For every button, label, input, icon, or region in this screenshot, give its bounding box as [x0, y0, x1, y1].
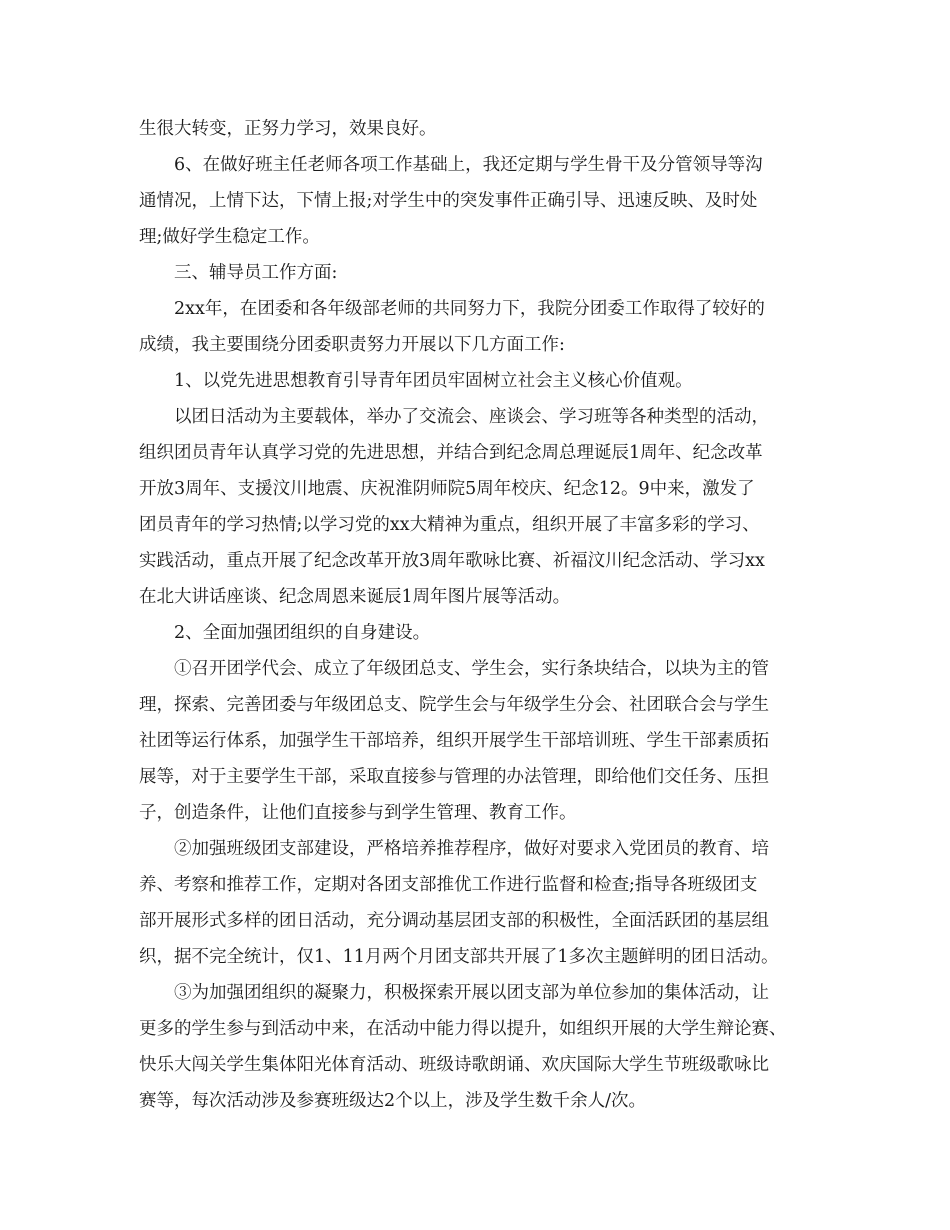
- paragraph-line: 部开展形式多样的团日活动，充分调动基层团支部的积极性，全面活跃团的基层组: [139, 911, 769, 931]
- paragraph-line: 组织团员青年认真学习党的先进思想，并结合到纪念周总理诞辰1周年、纪念改革: [139, 443, 763, 463]
- paragraph-line: 理，探索、完善团委与年级团总支、院学生会与年级学生分会、社团联合会与学生: [139, 695, 769, 715]
- paragraph-line: 织，据不完全统计，仅1、11月两个月团支部共开展了1多次主题鲜明的团日活动。: [139, 947, 779, 967]
- paragraph-line: ②加强班级团支部建设，严格培养推荐程序，做好对要求入党团员的教育、培: [174, 839, 769, 859]
- paragraph-line: 快乐大闯关学生集体阳光体育活动、班级诗歌朗诵、欢庆国际大学生节班级歌咏比: [139, 1055, 769, 1075]
- paragraph-line: 理;做好学生稳定工作。: [139, 227, 320, 247]
- paragraph-line: 在北大讲话座谈、纪念周恩来诞辰1周年图片展等活动。: [139, 587, 571, 607]
- paragraph-line: 更多的学生参与到活动中来，在活动中能力得以提升，如组织开展的大学生辩论赛、: [139, 1019, 787, 1039]
- paragraph-line: ③为加强团组织的凝聚力，积极探索开展以团支部为单位参加的集体活动，让: [174, 983, 769, 1003]
- paragraph-line: 2xx年，在团委和各年级部老师的共同努力下，我院分团委工作取得了较好的: [174, 299, 765, 319]
- section-heading: 三、辅导员工作方面:: [174, 263, 338, 283]
- paragraph-line: 通情况，上情下达，下情上报;对学生中的突发事件正确引导、迅速反映、及时处: [139, 191, 758, 211]
- paragraph-line: 实践活动，重点开展了纪念改革开放3周年歌咏比赛、祈福汶川纪念活动、学习xx: [139, 551, 765, 571]
- subheading: 1、以党先进思想教育引导青年团员牢固树立社会主义核心价值观。: [174, 371, 693, 391]
- paragraph-line: 生很大转变，正努力学习，效果良好。: [139, 119, 437, 139]
- paragraph-line: 成绩，我主要围绕分团委职责努力开展以下几方面工作:: [139, 335, 565, 355]
- paragraph-line: 养、考察和推荐工作，定期对各团支部推优工作进行监督和检查;指导各班级团支: [139, 875, 758, 895]
- subheading: 2、全面加强团组织的自身建设。: [174, 623, 431, 643]
- paragraph-line: 展等，对于主要学生干部，采取直接参与管理的办法管理，即给他们交任务、压担: [139, 767, 769, 787]
- paragraph-line: ①召开团学代会、成立了年级团总支、学生会，实行条块结合，以块为主的管: [174, 659, 769, 679]
- paragraph-line: 子，创造条件，让他们直接参与到学生管理、教育工作。: [139, 803, 577, 823]
- paragraph-line: 赛等，每次活动涉及参赛班级达2个以上，涉及学生数千余人/次。: [139, 1091, 647, 1111]
- paragraph-line: 以团日活动为主要载体，举办了交流会、座谈会、学习班等各种类型的活动，: [174, 407, 769, 427]
- paragraph-line: 开放3周年、支援汶川地震、庆祝淮阴师院5周年校庆、纪念12。9中来，激发了: [139, 479, 755, 499]
- paragraph-line: 6、在做好班主任老师各项工作基础上，我还定期与学生骨干及分管领导等沟: [174, 155, 763, 175]
- paragraph-line: 团员青年的学习热情;以学习党的xx大精神为重点，组织开展了丰富多彩的学习、: [139, 515, 760, 535]
- paragraph-line: 社团等运行体系，加强学生干部培养，组织开展学生干部培训班、学生干部素质拓: [139, 731, 769, 751]
